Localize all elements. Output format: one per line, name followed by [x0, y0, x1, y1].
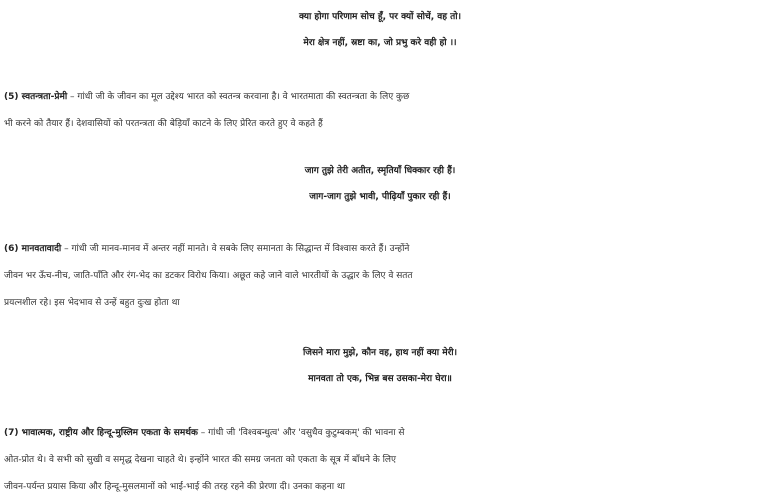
paragraph-line [4, 236, 760, 263]
paragraph-line [4, 84, 760, 111]
paragraph-line: जीवन भर ऊँच-नीच, जाति-पाँति और रंग-भेद का डटकर विरोध किया। अछूत कहे जाने वाले भारतीयों के उद्धार के लिए वे सतत [4, 271, 413, 281]
paragraph-text: – गांधी जी 'विश्वबन्धुत्व' और 'वसुधैव कुटुम्बकम्' की भावना से [197, 428, 405, 438]
verse-line: जिसने मारा मुझे, कौन वह, हाथ नहीं क्या मेरी। [302, 348, 458, 358]
paragraph-5 [0, 84, 760, 138]
paragraph-line: जीवन-पर्यन्त प्रयास किया और हिन्दू-मुसलमानों को भाई-भाई की तरह रहने की प्रेरणा दी। उनका कहना था [4, 482, 345, 492]
paragraph-6 [0, 236, 760, 317]
verse-line: मेरा क्षेत्र नहीं, स्रष्टा का, जो प्रभु करे वही हो ।। [303, 38, 457, 48]
paragraph-text: – गांधी जी के जीवन का मूल उद्देश्य भारत को स्वतन्त्र करवाना है। वे भारतमाता की स्वतन्त्रता के लिए कुछ [67, 92, 410, 102]
paragraph-heading: (6) मानवतावादी [4, 244, 62, 254]
paragraph-text: – गांधी जी मानव-मानव में अन्तर नहीं मानते। वे सबके लिए समानता के सिद्धान्त में विश्वास करते हैं। उन्होंने [61, 244, 410, 254]
verse-line: जाग तुझे तेरी अतीत, स्मृतियाँ धिक्कार रही हैं। [304, 166, 456, 176]
verse-line: जाग-जाग तुझे भावी, पीढ़ियाँ पुकार रही हैं। [309, 192, 451, 202]
paragraph-line: ओत-प्रोत थे। वे सभी को सुखी व समृद्ध देखना चाहते थे। इन्होंने भारत की समग्र जनता को एकता के सूत्र में बाँधने के लिए [4, 455, 397, 465]
verse-line: क्या होगा परिणाम सोच हूँ, पर क्यों सोचें, वह तो। [298, 12, 462, 22]
paragraph-line: भी करने को तैयार हैं। देशवासियों को परतन्त्रता की बेड़ियाँ काटने के लिए प्रेरित करते हुए वे कहते हैं [4, 119, 323, 129]
paragraph-7 [0, 420, 760, 501]
paragraph-heading: (7) भावात्मक, राष्ट्रीय और हिन्दू-मुस्लिम एकता के समर्थक [4, 428, 198, 438]
paragraph-line: प्रयत्नशील रहे। इस भेदभाव से उन्हें बहुत दुःख होता था [4, 298, 180, 308]
verse-block-3 [0, 340, 760, 392]
verse-line: मानवता तो एक, भिन्न बस उसका-मेरा घेरा॥ [308, 374, 452, 384]
verse-block-1 [0, 4, 760, 56]
verse-block-2 [0, 158, 760, 210]
paragraph-line [4, 420, 760, 447]
paragraph-heading: (5) स्वतन्त्रता-प्रेमी [4, 92, 68, 102]
